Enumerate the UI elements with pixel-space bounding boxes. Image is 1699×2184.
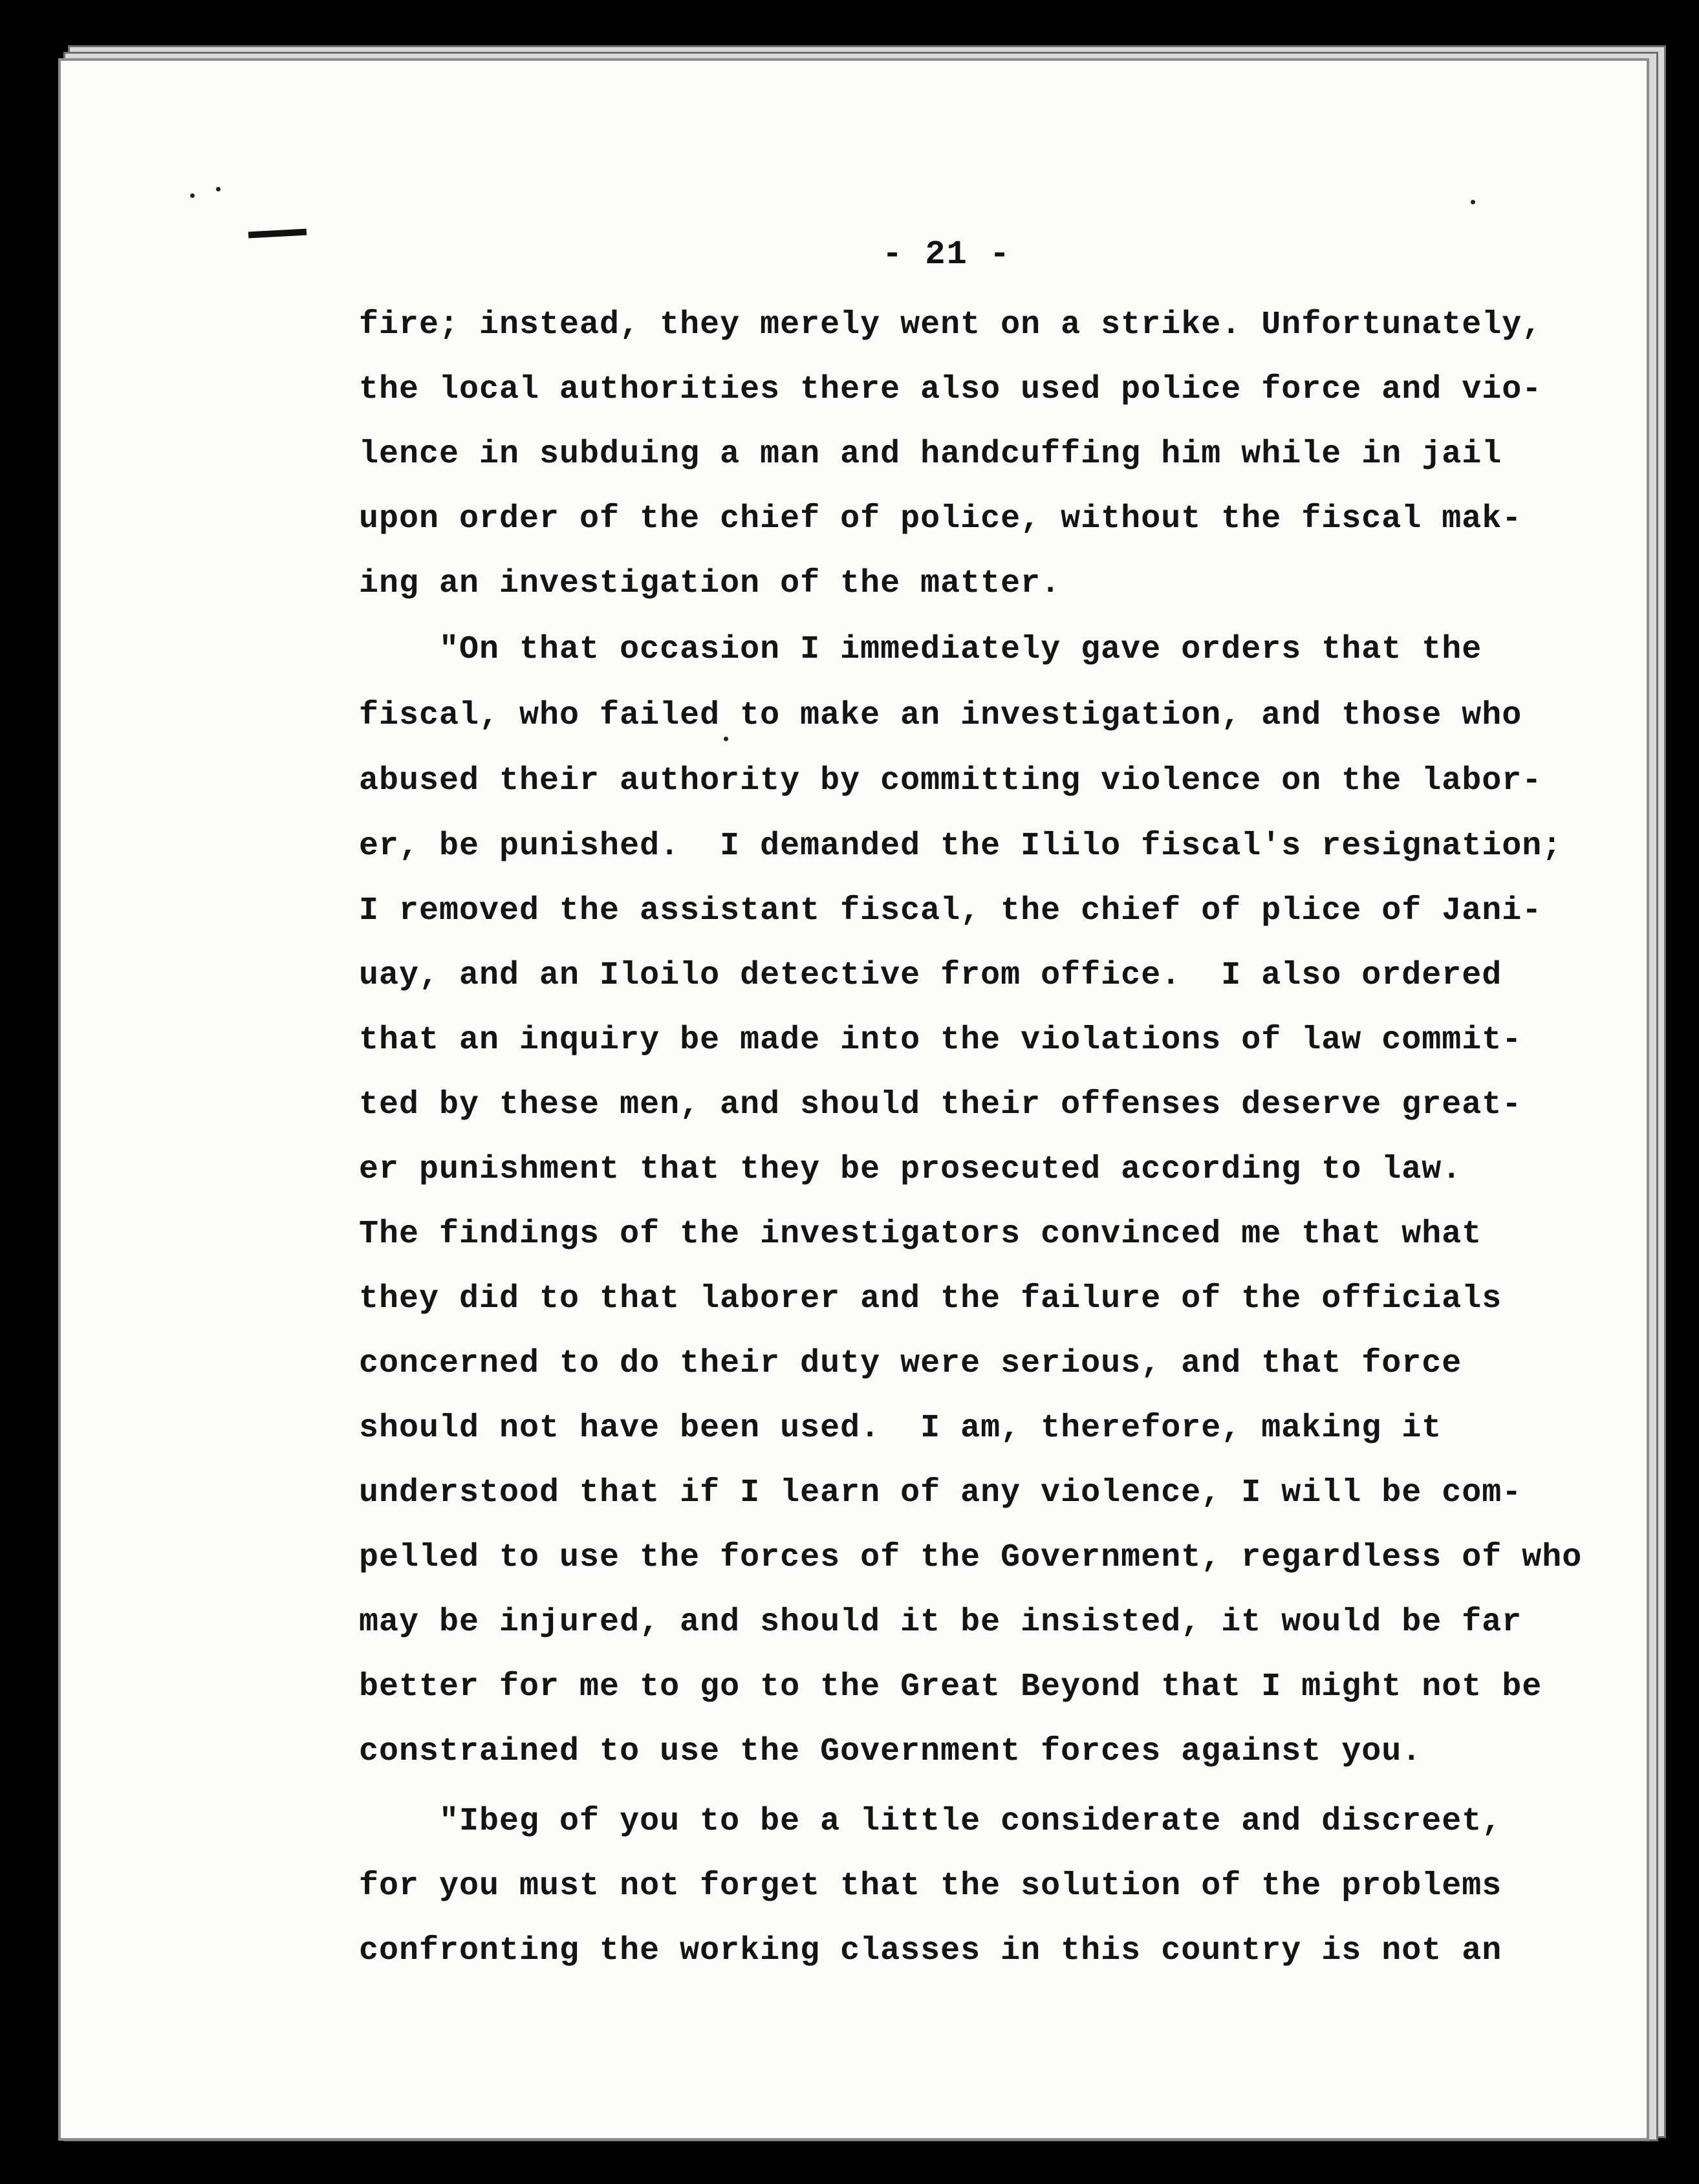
text-line: fiscal, who failed to make an investigation, and those who [359,697,1522,734]
text-line: they did to that laborer and the failure of the officials [359,1281,1502,1317]
ink-dash-mark [248,229,307,239]
text-line: may be injured, and should it be insisted, it would be far [359,1604,1522,1641]
text-line: for you must not forget that the solution of the problems [359,1868,1502,1905]
text-line: I removed the assistant fiscal, the chief of plice of Jani- [359,892,1542,929]
text-line: upon order of the chief of police, without the fiscal mak- [359,501,1522,537]
text-line: er punishment that they be prosecuted according to law. [359,1151,1462,1188]
text-line: "Ibeg of you to be a little considerate and discreet, [359,1803,1502,1840]
page-number: - 21 - [882,235,1012,274]
text-line: understood that if I learn of any violence, I will be com- [359,1475,1522,1511]
text-line: fire; instead, they merely went on a strike. Unfortunately, [359,307,1542,343]
text-line: confronting the working classes in this country is not an [359,1932,1502,1969]
text-line: concerned to do their duty were serious, and that force [359,1345,1462,1382]
ink-speck [190,193,195,198]
text-line: uay, and an Iloilo detective from office. I also ordered [359,957,1502,994]
text-line: that an inquiry be made into the violations of law commit- [359,1022,1522,1059]
ink-speck [724,737,728,741]
ink-speck [1471,200,1475,204]
text-line: pelled to use the forces of the Government, regardless of who [359,1539,1583,1576]
ink-speck [216,187,221,191]
text-line: er, be punished. I demanded the Ililo fiscal's resignation; [359,828,1563,865]
text-line: lence in subduing a man and handcuffing him while in jail [359,436,1502,473]
text-line: The findings of the investigators convinced me that what [359,1216,1482,1253]
text-line: should not have been used. I am, therefore, making it [359,1410,1442,1447]
text-line: "On that occasion I immediately gave orders that the [359,631,1482,668]
text-line: ted by these men, and should their offenses deserve great- [359,1087,1522,1123]
text-line: better for me to go to the Great Beyond that I might not be [359,1669,1542,1705]
text-line: abused their authority by committing violence on the labor- [359,762,1542,799]
text-line: the local authorities there also used police force and vio- [359,371,1542,408]
text-line: ing an investigation of the matter. [359,565,1061,602]
text-line: constrained to use the Government forces against you. [359,1733,1422,1770]
